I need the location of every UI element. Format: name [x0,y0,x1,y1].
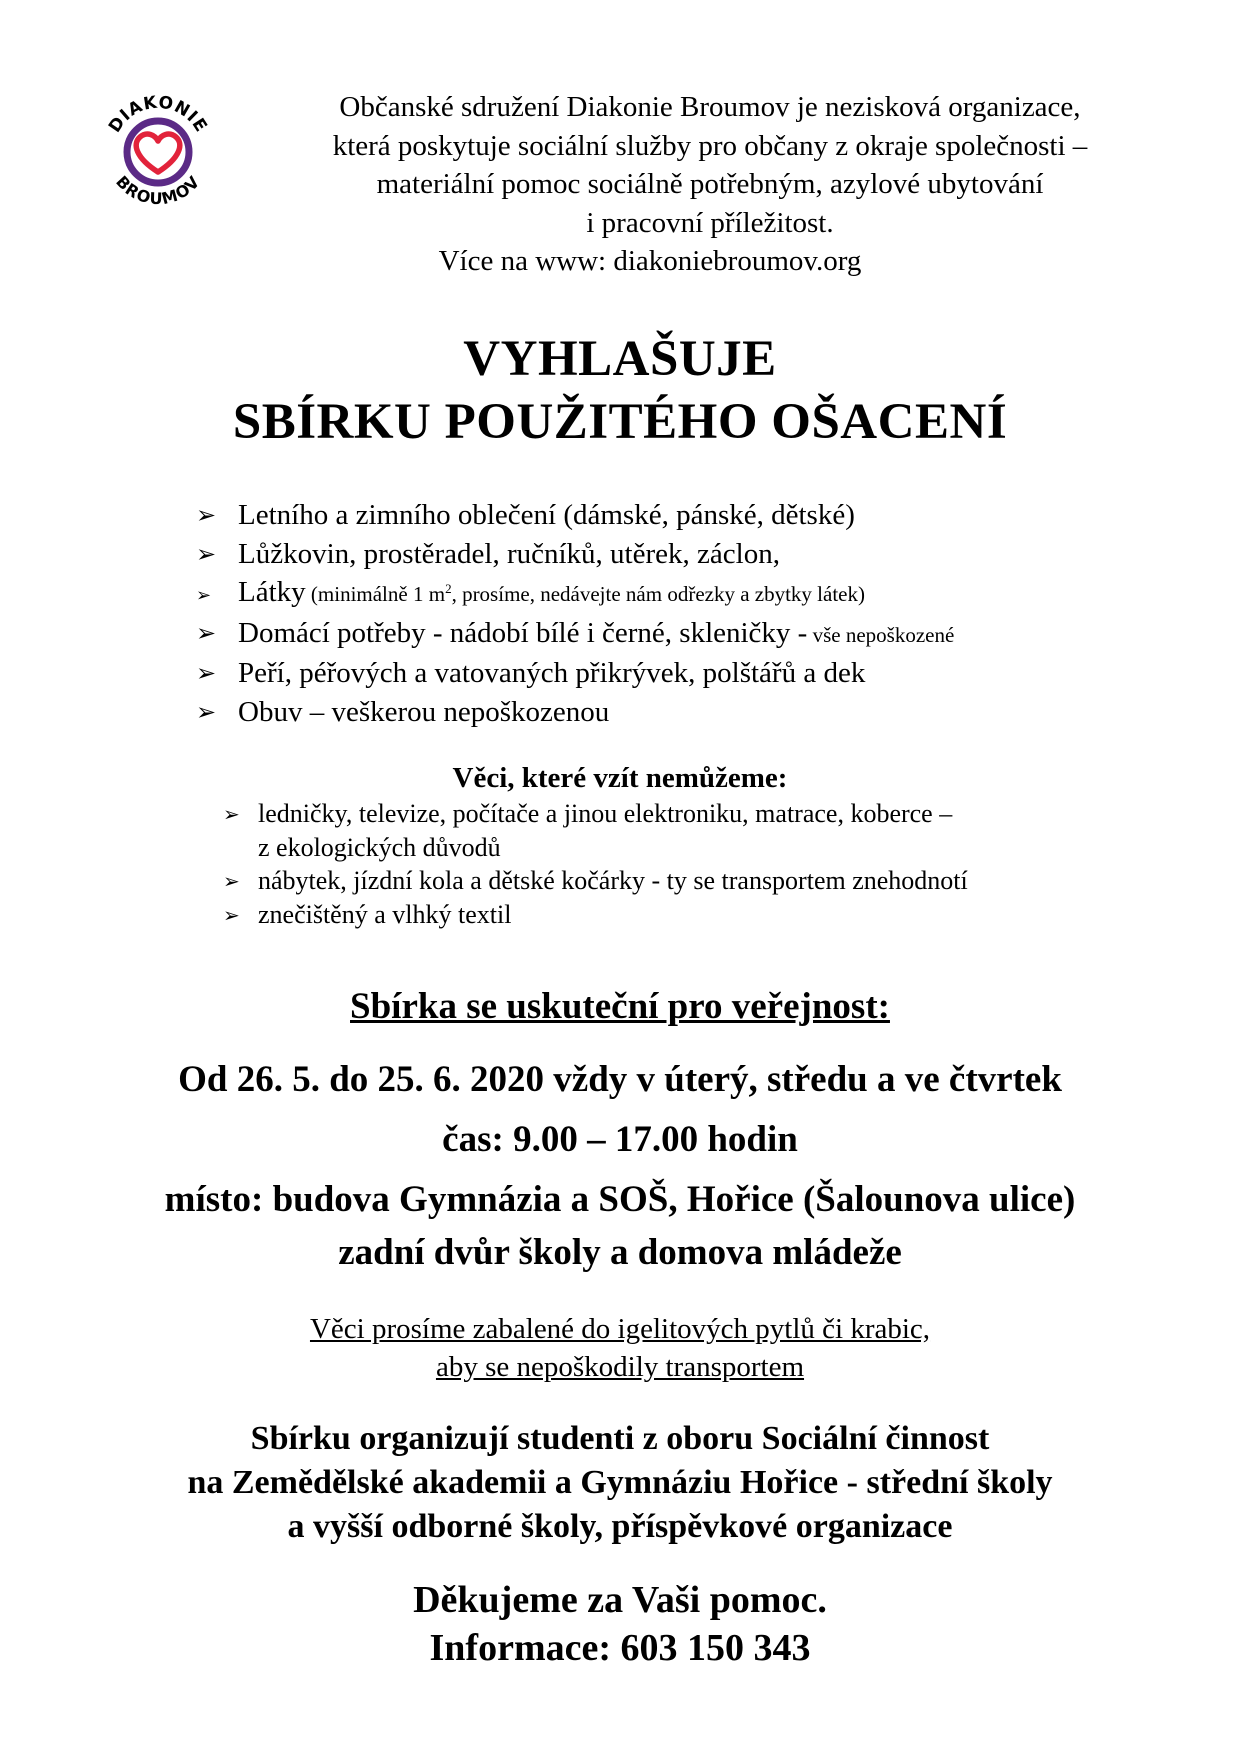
contact-info: Informace: 603 150 343 [429,1627,811,1669]
svg-text:DIAKONIE [105,93,211,137]
collected-items-list [196,496,954,731]
logo-top-text: DIAKONIE [104,92,212,137]
item-text: Látky [238,576,306,608]
diakonie-broumov-logo [92,86,224,218]
headline [0,328,1240,454]
item-text: Peří, péřových a vatovaných přikrývek, polštářů a dek [238,657,866,689]
heart-icon [136,134,180,172]
event-place: místo: budova Gymnázia a SOŠ, Hořice (Šalounova ulice) [164,1179,1076,1220]
list-item [196,614,954,655]
note-superscript: 2 [445,581,452,596]
arrow-bullet-icon: ➢ [196,659,217,687]
list-item [196,693,954,732]
item-text: Lůžkovin, prostěradel, ručníků, utěrek, záclon, [238,537,780,570]
arrow-bullet-icon: ➢ [196,501,217,529]
item-text: ledničky, televize, počítače a jinou elektroniku, matrace, koberce – [258,799,953,828]
packing-note [0,1310,1240,1386]
note-text: , prosíme, nedávejte nám odřezky a zbytky látek) [451,582,865,606]
svg-text:BROUMOV [112,172,204,208]
list-item [196,535,954,574]
item-text-continued: z ekologických důvodů [258,832,501,862]
packing-line-2: aby se nepoškodily transportem [435,1351,805,1383]
intro-line: i pracovní příležitost. [586,206,834,239]
organization-intro [250,88,1170,281]
thanks-text: Děkujeme za Vaši pomoc. [413,1579,827,1621]
item-text: znečištěný a vlhký textil [258,899,512,929]
headline-line-1: VYHLAŠUJE [463,331,777,387]
arrow-bullet-icon: ➢ [196,539,217,568]
arrow-bullet-icon: ➢ [223,902,240,927]
not-accepted-list [223,797,968,931]
arrow-bullet-icon: ➢ [196,697,217,726]
item-note [306,582,865,606]
intro-line: materiální pomoc sociálně potřebným, azylové ubytování [376,168,1044,200]
organizers-line-2: na Zemědělské akademii a Gymnáziu Hořice - střední školy [187,1464,1053,1501]
item-note: vše nepoškozené [807,622,955,647]
list-item [223,797,968,864]
event-dates: Od 26. 5. do 25. 6. 2020 vždy v úterý, středu a ve čtvrtek [178,1059,1062,1100]
event-title: Sbírka se uskuteční pro veřejnost: [350,986,890,1027]
arrow-bullet-icon: ➢ [196,585,212,606]
arrow-bullet-icon: ➢ [223,802,240,826]
intro-line: která poskytuje sociální služby pro občany z okraje společnosti – [332,129,1088,162]
website-line: Více na www: diakoniebroumov.org [438,245,862,277]
logo-graphic [92,86,224,218]
list-item [223,864,968,898]
logo-bottom-text: BROUMOV [112,172,204,209]
list-item [223,898,968,932]
event-details [0,1050,1240,1276]
arrow-bullet-icon: ➢ [223,869,240,893]
list-item [196,496,954,535]
headline-line-2: SBÍRKU POUŽITÉHO OŠACENÍ [232,394,1008,450]
footer [0,1576,1240,1672]
organizers-line-3: a vyšší odborné školy, příspěvkové organizace [287,1508,953,1545]
item-text: Domácí potřeby - nádobí bílé i černé, skleničky - [238,616,808,649]
list-item [196,654,954,693]
packing-line-1: Věci prosíme zabalené do igelitových pytlů či krabic, [309,1313,931,1345]
item-text: Letního a zimního oblečení (dámské, pánské, dětské) [238,499,855,531]
note-text: (minimálně 1 m [305,582,446,606]
event-place-detail: zadní dvůr školy a domova mládeže [338,1232,902,1273]
organizers [0,1417,1240,1549]
not-accepted-title: Věci, které vzít nemůžeme: [452,762,788,794]
list-item [196,573,954,614]
item-text: nábytek, jízdní kola a dětské kočárky - ty se transportem znehodnotí [258,866,968,895]
intro-line: Občanské sdružení Diakonie Broumov je nezisková organizace, [339,91,1081,123]
item-text: Obuv – veškerou nepoškozenou [238,695,610,728]
arrow-bullet-icon: ➢ [196,618,217,647]
event-time: čas: 9.00 – 17.00 hodin [442,1119,798,1160]
organizers-line-1: Sbírku organizují studenti z oboru Sociální činnost [250,1420,990,1457]
